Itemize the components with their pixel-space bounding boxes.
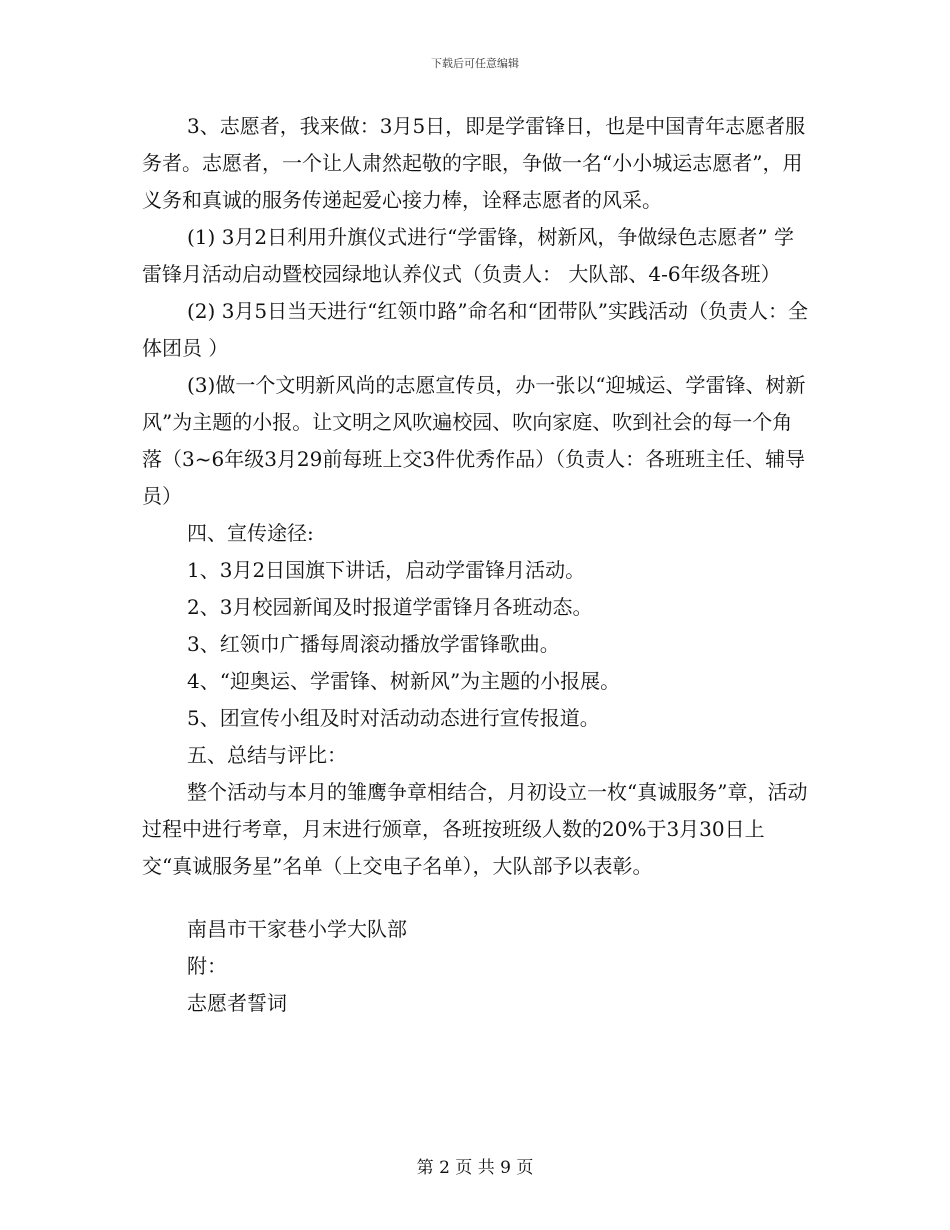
list-item: 3、红领巾广播每周滚动播放学雷锋歌曲。 [187, 632, 560, 656]
paragraph-volunteer: 3、志愿者，我来做：3月5日，即是学雷锋日，也是中国青年志愿者服务者。志愿者，一个让人肃然起敬的字眼，争做一名“小小城运志愿者”，用义务和真诚的服务传递起爱心接力棒，诠释志愿者的风采。 [142, 114, 806, 212]
section-heading-publicity: 四、宣传途径: [187, 521, 314, 545]
page-footer: 第 2 页 共 9 页 [416, 1158, 534, 1178]
paragraph-item-3: (3)做一个文明新风尚的志愿宣传员，办一张以“迎城运、学雷锋、树新风”为主题的小报。让文明之风吹遍校园、吹向家庭、吹到社会的每一个角落（3~6年级3月29前每班上交3件优秀作品）（负责人：各班班主任、辅导员） [142, 373, 806, 508]
list-item: 2、3月校园新闻及时报道学雷锋月各班动态。 [187, 595, 593, 619]
spacer [142, 885, 812, 911]
list-item: 4、“迎奥运、学雷锋、树新风”为主题的小报展。 [187, 669, 621, 693]
signature-org: 南昌市干家巷小学大队部 [187, 917, 407, 941]
paragraph-item-2: (2) 3月5日当天进行“红领巾路”命名和“团带队”实践活动（负责人：全体团员 ） [142, 299, 809, 360]
list-item: 5、团宣传小组及时对活动动态进行宣传报道。 [187, 706, 600, 730]
page-header: 下载后可任意编辑 [431, 57, 519, 70]
paragraph-summary: 整个活动与本月的雏鹰争章相结合，月初设立一枚“真诚服务”章，活动过程中进行考章，月末进行颁章，各班按班级人数的20%于3月30日上交“真诚服务星”名单（上交电子名单），大队部予以表彰。 [142, 780, 808, 878]
list-item: 1、3月2日国旗下讲话，启动学雷锋月活动。 [187, 558, 586, 582]
paragraph-item-1: (1) 3月2日利用升旗仪式进行“学雷锋，树新风，争做绿色志愿者” 学雷锋月活动启动暨校园绿地认养仪式（负责人： 大队部、4-6年级各班） [142, 225, 794, 286]
document-body [142, 108, 812, 1022]
attachment-label: 附： [187, 954, 227, 978]
oath-title: 志愿者誓词 [187, 991, 287, 1015]
section-heading-summary: 五、总结与评比： [187, 743, 347, 767]
